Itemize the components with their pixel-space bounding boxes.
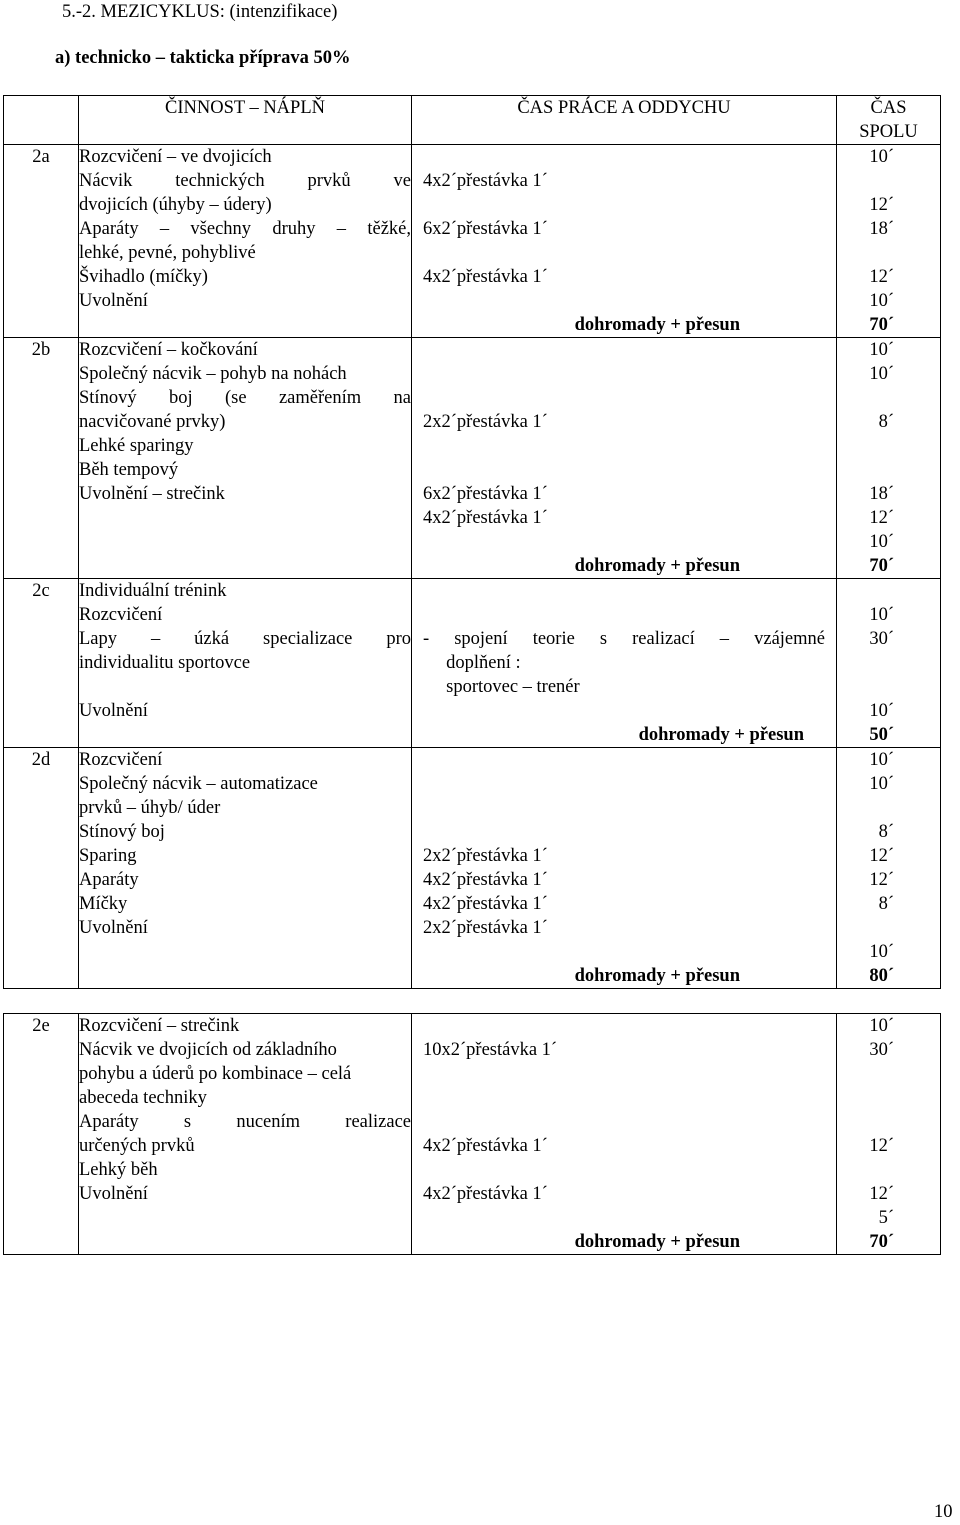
time-line: [412, 1206, 836, 1230]
header-activity: ČINNOST – NÁPLŇ: [79, 96, 412, 145]
total-line: 10´: [869, 750, 894, 770]
activity-line: Uvolnění: [79, 1184, 148, 1204]
total-line: 8´: [878, 822, 894, 842]
activity-line: [79, 1206, 411, 1230]
activity-line: Uvolnění: [79, 291, 148, 311]
block-id: [4, 1014, 79, 1255]
activity-line: určených prvků: [79, 1136, 195, 1156]
activity-cell: [79, 1014, 412, 1255]
activity-cell: [79, 338, 412, 579]
sum-value: 70´: [869, 1232, 894, 1252]
activity-line: lehké, pevné, pohyblivé: [79, 243, 256, 263]
total-line: 18´: [869, 219, 894, 239]
block-id-label: 2a: [32, 147, 50, 167]
total-cell: [837, 1014, 941, 1255]
activity-line: individualitu sportovce: [79, 653, 251, 673]
time-line: [412, 820, 836, 844]
activity-line: Společný nácvik – pohyb na nohách: [79, 364, 347, 384]
activity-line: Rozcvičení: [79, 750, 163, 770]
total-line: 12´: [869, 1136, 894, 1156]
total-line: [837, 1062, 940, 1086]
activity-line: Aparáty – všechny druhy – těžké,: [79, 219, 411, 239]
time-line: [412, 699, 836, 723]
time-line: 10x2´přestávka 1´: [423, 1040, 558, 1060]
time-line: [412, 1110, 836, 1134]
time-cell: [412, 579, 837, 748]
activity-line: Rozcvičení – strečink: [79, 1016, 240, 1036]
block-row-2d: [4, 748, 941, 989]
time-line: [412, 796, 836, 820]
time-line: [412, 386, 836, 410]
sum-label: dohromady + přesun: [574, 1232, 740, 1252]
total-line: [837, 241, 940, 265]
activity-line: abeceda techniky: [79, 1088, 207, 1108]
time-line: 4x2´přestávka 1´: [423, 171, 548, 191]
activity-line: Rozcvičení – kočkování: [79, 340, 258, 360]
total-line: 10´: [869, 364, 894, 384]
time-line: [412, 530, 836, 554]
time-line: [412, 434, 836, 458]
activity-line: Aparáty: [79, 870, 139, 890]
total-line: [837, 386, 940, 410]
activity-line: Nácvik ve dvojicích od základního: [79, 1040, 337, 1060]
total-line: 10´: [869, 701, 894, 721]
training-plan-table: [3, 95, 941, 989]
total-line: [837, 1110, 940, 1134]
time-line: [412, 940, 836, 964]
total-line: 10´: [869, 291, 894, 311]
activity-cell: [79, 748, 412, 989]
block-id: [4, 338, 79, 579]
activity-line: [79, 675, 411, 699]
activity-line: Uvolnění: [79, 918, 148, 938]
activity-cell: [79, 145, 412, 338]
time-line: 6x2´přestávka 1´: [423, 484, 548, 504]
total-cell: [837, 579, 941, 748]
activity-line: Lehké sparingy: [79, 436, 194, 456]
activity-spacer: [79, 964, 411, 988]
block-row-2c: [4, 579, 941, 748]
block-id: [4, 145, 79, 338]
activity-line: dvojicích (úhyby – údery): [79, 195, 272, 215]
time-line: doplňení :: [423, 653, 521, 673]
time-cell: [412, 145, 837, 338]
time-line: 4x2´přestávka 1´: [423, 870, 548, 890]
time-line: [412, 1014, 836, 1038]
time-line: [412, 289, 836, 313]
time-line: [412, 145, 836, 169]
activity-line: [79, 530, 411, 554]
total-line: [837, 796, 940, 820]
training-plan-table-continued: [3, 1013, 941, 1255]
activity-line: Běh tempový: [79, 460, 179, 480]
block-row-2a: [4, 145, 941, 338]
activity-line: Nácvik technických prvků ve: [79, 171, 411, 191]
time-line: sportovec – trenér: [423, 677, 580, 697]
time-line: 4x2´přestávka 1´: [423, 508, 548, 528]
total-line: 30´: [869, 629, 894, 649]
total-cell: [837, 338, 941, 579]
time-line: 4x2´přestávka 1´: [423, 1184, 548, 1204]
block-id-label: 2c: [32, 581, 50, 601]
activity-line: Lapy – úzká specializace pro: [79, 629, 411, 649]
section-title: a) technicko – takticka příprava 50%: [55, 48, 351, 68]
time-line: [412, 579, 836, 603]
activity-line: Rozcvičení – ve dvojicích: [79, 147, 272, 167]
time-line: [412, 603, 836, 627]
total-line: 10´: [869, 147, 894, 167]
time-line: 2x2´přestávka 1´: [423, 918, 548, 938]
activity-line: Společný nácvik – automatizace: [79, 774, 318, 794]
total-line: [837, 1086, 940, 1110]
activity-line: Míčky: [79, 894, 128, 914]
total-line: 12´: [869, 267, 894, 287]
total-line: 12´: [869, 870, 894, 890]
total-line: 12´: [869, 195, 894, 215]
time-line: 6x2´přestávka 1´: [423, 219, 548, 239]
total-line: [837, 169, 940, 193]
total-line: 8´: [878, 412, 894, 432]
time-line: - spojení teorie s realizací – vzájemné: [423, 629, 825, 649]
total-line: 12´: [869, 1184, 894, 1204]
block-id-label: 2e: [32, 1016, 50, 1036]
block-id: [4, 748, 79, 989]
activity-line: Lehký běh: [79, 1160, 158, 1180]
total-line: [837, 916, 940, 940]
time-line: 4x2´přestávka 1´: [423, 894, 548, 914]
time-line: [412, 362, 836, 386]
block-id-label: 2d: [31, 750, 51, 770]
activity-cell: [79, 579, 412, 748]
activity-spacer: [79, 554, 411, 578]
total-cell: [837, 145, 941, 338]
sum-label: dohromady + přesun: [574, 966, 740, 986]
time-line: 4x2´přestávka 1´: [423, 1136, 548, 1156]
activity-line: Uvolnění: [79, 701, 148, 721]
time-cell: [412, 338, 837, 579]
sum-value: 50´: [869, 725, 894, 745]
total-cell: [837, 748, 941, 989]
sum-value: 80´: [869, 966, 894, 986]
time-cell: [412, 1014, 837, 1255]
total-line: 5´: [878, 1208, 894, 1228]
time-cell: [412, 748, 837, 989]
block-row-2b: [4, 338, 941, 579]
header-time: ČAS PRÁCE A ODDYCHU: [412, 96, 837, 145]
total-line: [837, 579, 940, 603]
time-line: [412, 1062, 836, 1086]
sum-label: dohromady + přesun: [638, 725, 804, 745]
activity-line: Aparáty s nucením realizace: [79, 1112, 411, 1132]
page-number: 10: [934, 1502, 953, 1522]
block-id: [4, 579, 79, 748]
time-line: [412, 748, 836, 772]
activity-line: Stínový boj: [79, 822, 165, 842]
activity-line: nacvičované prvky): [79, 412, 226, 432]
time-line: [412, 1158, 836, 1182]
sum-label: dohromady + přesun: [574, 315, 740, 335]
activity-line: pohybu a úderů po kombinace – celá: [79, 1064, 352, 1084]
total-line: 8´: [878, 894, 894, 914]
block-row-2e: [4, 1014, 941, 1255]
time-line: [412, 193, 836, 217]
total-line: 30´: [869, 1040, 894, 1060]
total-line: [837, 651, 940, 675]
time-line: [412, 338, 836, 362]
total-line: 10´: [869, 340, 894, 360]
time-line: [412, 458, 836, 482]
activity-line: [79, 506, 411, 530]
time-line: [412, 1086, 836, 1110]
activity-line: [79, 940, 411, 964]
table-header-row: [4, 96, 941, 145]
activity-line: Uvolnění – strečink: [79, 484, 225, 504]
activity-line: Švihadlo (míčky): [79, 267, 208, 287]
total-line: [837, 675, 940, 699]
total-line: 10´: [869, 942, 894, 962]
total-line: 12´: [869, 508, 894, 528]
activity-line: Stínový boj (se zaměřením na: [79, 388, 411, 408]
time-line: 2x2´přestávka 1´: [423, 846, 548, 866]
total-line: [837, 1158, 940, 1182]
total-line: [837, 458, 940, 482]
total-line: 10´: [869, 774, 894, 794]
sum-value: 70´: [869, 556, 894, 576]
total-line: 12´: [869, 846, 894, 866]
activity-spacer: [79, 1230, 411, 1254]
total-line: 10´: [869, 1016, 894, 1036]
total-line: 10´: [869, 532, 894, 552]
activity-line: Sparing: [79, 846, 137, 866]
time-line: [412, 241, 836, 265]
total-line: [837, 434, 940, 458]
activity-spacer: [79, 723, 411, 747]
sum-value: 70´: [869, 315, 894, 335]
total-line: 10´: [869, 605, 894, 625]
total-line: 18´: [869, 484, 894, 504]
page-title: 5.-2. MEZICYKLUS: (intenzifikace): [62, 2, 338, 22]
time-line: 4x2´přestávka 1´: [423, 267, 548, 287]
header-blank: [4, 96, 79, 145]
time-line: 2x2´přestávka 1´: [423, 412, 548, 432]
sum-label: dohromady + přesun: [574, 556, 740, 576]
activity-line: prvků – úhyb/ úder: [79, 798, 221, 818]
time-line: [412, 772, 836, 796]
activity-line: Individuální trénink: [79, 581, 227, 601]
header-total: ČAS SPOLU: [837, 96, 941, 145]
block-id-label: 2b: [31, 340, 51, 360]
activity-spacer: [79, 313, 411, 337]
activity-line: Rozcvičení: [79, 605, 163, 625]
